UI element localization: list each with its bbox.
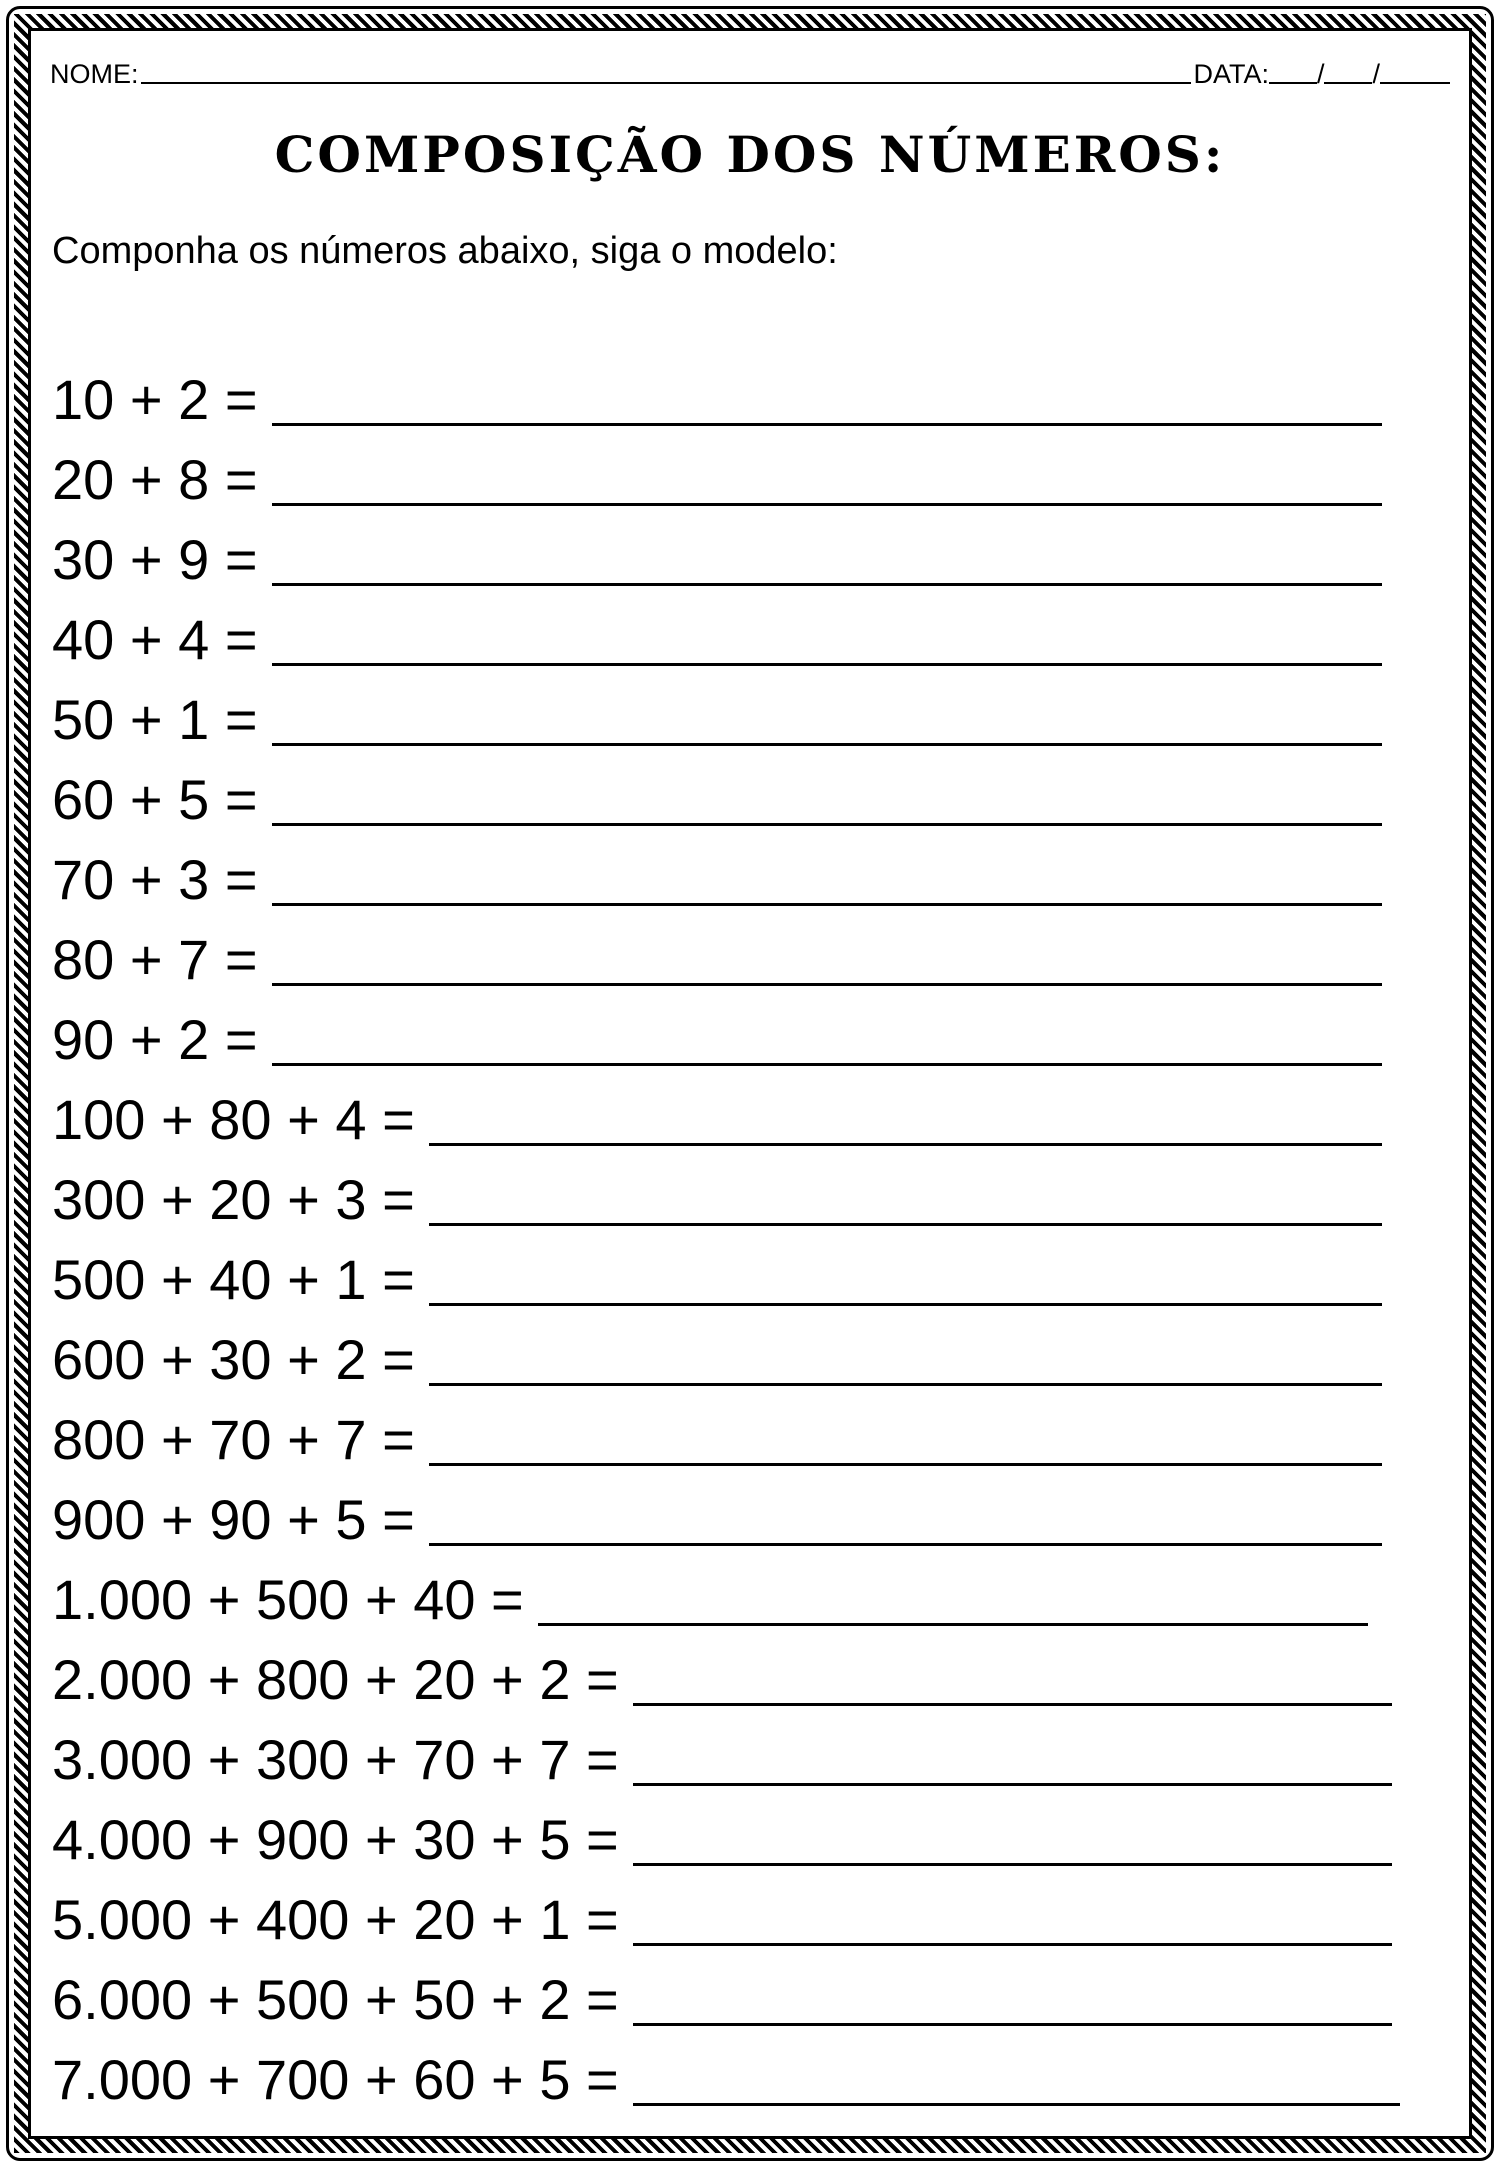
exercise-expression: 100 + 80 + 4 = [52,1088,415,1151]
header [50,50,1450,90]
date-separator: / [1372,59,1380,89]
answer-line[interactable] [633,2022,1392,2026]
exercise-row [52,1160,1382,1240]
exercise-expression: 90 + 2 = [52,1008,258,1071]
name-label: NOME: [50,59,139,89]
answer-line[interactable] [429,1382,1382,1386]
exercise-expression: 60 + 5 = [52,768,258,831]
exercise-expression: 4.000 + 900 + 30 + 5 = [52,1808,619,1871]
answer-line[interactable] [429,1302,1382,1306]
answer-line[interactable] [272,662,1382,666]
exercise-row [52,840,1382,920]
name-field[interactable] [141,81,1192,84]
exercise-row [52,1640,1392,1720]
exercise-row [52,520,1382,600]
answer-line[interactable] [633,1782,1392,1786]
answer-line[interactable] [633,2102,1400,2106]
page-title: COMPOSIÇÃO DOS NÚMEROS: [274,125,1226,184]
answer-line[interactable] [272,422,1382,426]
exercise-row [52,920,1382,1000]
exercise-expression: 50 + 1 = [52,688,258,751]
exercise-row [52,1800,1392,1880]
answer-line[interactable] [538,1622,1368,1626]
exercise-expression: 70 + 3 = [52,848,258,911]
exercise-expression: 10 + 2 = [52,368,258,431]
exercise-row [52,1880,1392,1960]
exercise-expression: 2.000 + 800 + 20 + 2 = [52,1648,619,1711]
exercise-row [52,600,1382,680]
answer-line[interactable] [272,582,1382,586]
exercise-row [52,1720,1392,1800]
exercise-row [52,760,1382,840]
date-year-blank[interactable] [1380,81,1450,84]
answer-line[interactable] [429,1222,1382,1226]
exercise-expression: 7.000 + 700 + 60 + 5 = [52,2048,619,2111]
date-label: DATA: [1193,59,1269,89]
exercise-row [52,1080,1382,1160]
exercise-row [52,2040,1400,2120]
answer-line[interactable] [272,902,1382,906]
instruction-text: Componha os números abaixo, siga o modelo: [52,230,838,272]
date-field[interactable] [1193,59,1450,90]
answer-line[interactable] [429,1542,1382,1546]
exercise-row [52,1560,1368,1640]
answer-line[interactable] [272,1062,1382,1066]
date-separator: / [1316,59,1325,89]
exercise-row [52,440,1382,520]
exercise-expression: 40 + 4 = [52,608,258,671]
answer-line[interactable] [272,502,1382,506]
answer-line[interactable] [633,1942,1392,1946]
date-day-blank[interactable] [1269,81,1317,84]
answer-line[interactable] [633,1702,1392,1706]
exercise-row [52,1320,1382,1400]
exercise-row [52,1960,1392,2040]
answer-line[interactable] [272,742,1382,746]
exercise-expression: 20 + 8 = [52,448,258,511]
exercise-row [52,1400,1382,1480]
exercise-expression: 1.000 + 500 + 40 = [52,1568,524,1631]
exercise-row [52,360,1382,440]
exercise-expression: 900 + 90 + 5 = [52,1488,415,1551]
exercise-expression: 600 + 30 + 2 = [52,1328,415,1391]
exercise-row [52,1240,1382,1320]
exercise-expression: 300 + 20 + 3 = [52,1168,415,1231]
exercise-expression: 80 + 7 = [52,928,258,991]
exercise-expression: 5.000 + 400 + 20 + 1 = [52,1888,619,1951]
answer-line[interactable] [633,1862,1392,1866]
answer-line[interactable] [272,822,1382,826]
answer-line[interactable] [429,1142,1382,1146]
exercise-expression: 3.000 + 300 + 70 + 7 = [52,1728,619,1791]
answer-line[interactable] [429,1462,1382,1466]
date-month-blank[interactable] [1324,81,1372,84]
exercise-row [52,1000,1382,1080]
exercise-row [52,1480,1382,1560]
answer-line[interactable] [272,982,1382,986]
exercise-expression: 500 + 40 + 1 = [52,1248,415,1311]
exercise-row [52,680,1382,760]
exercise-expression: 30 + 9 = [52,528,258,591]
exercise-expression: 6.000 + 500 + 50 + 2 = [52,1968,619,2031]
exercise-expression: 800 + 70 + 7 = [52,1408,415,1471]
